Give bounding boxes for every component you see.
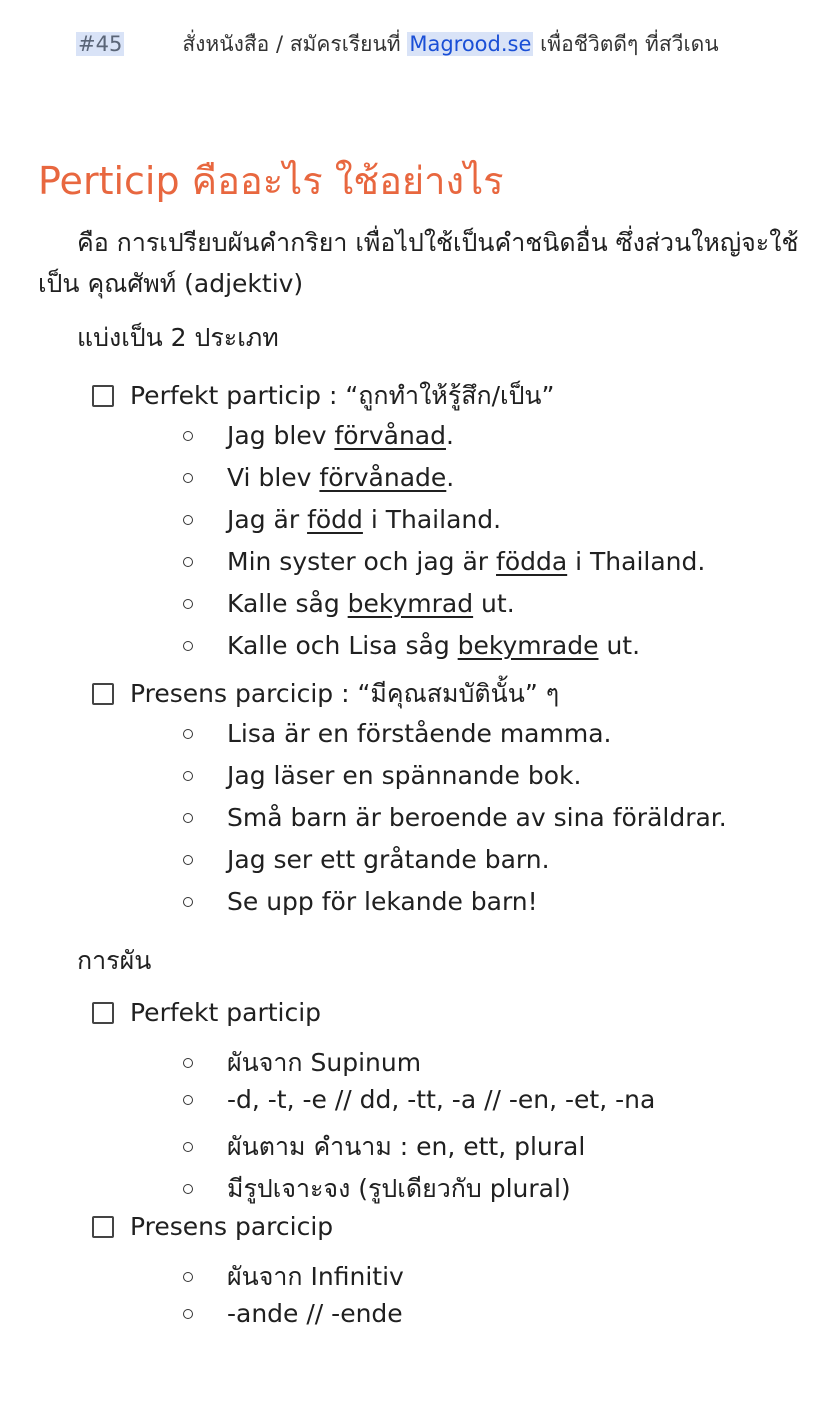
list-item bbox=[183, 463, 454, 492]
underlined-participle: född bbox=[307, 505, 363, 534]
list-item bbox=[183, 547, 705, 576]
hollow-bullet-icon bbox=[183, 813, 193, 823]
hollow-bullet-icon bbox=[183, 729, 193, 739]
rule-text: -ande // -ende bbox=[227, 1299, 403, 1328]
hollow-bullet-icon bbox=[183, 771, 193, 781]
list-item bbox=[183, 1043, 421, 1083]
list-item bbox=[183, 1127, 585, 1167]
perfekt-particip-rules-header bbox=[92, 998, 321, 1027]
example-text: Vi blev bbox=[227, 463, 320, 492]
presens-parcicip-rules-header bbox=[92, 1212, 333, 1241]
list-item bbox=[183, 1169, 571, 1209]
example-text: Kalle och Lisa såg bbox=[227, 631, 458, 660]
list-item bbox=[183, 631, 640, 660]
hollow-bullet-icon bbox=[183, 515, 193, 525]
intro-paragraph: คือ การเปรียบผันคำกริยา เพื่อไปใช้เป็นคำชนิดอื่น ซึ่งส่วนใหญ่จะใช้เป็น คุณศัพท์ (adjektiv) bbox=[38, 228, 799, 298]
header-note bbox=[76, 28, 719, 61]
list-item bbox=[183, 1085, 655, 1114]
example-text: ut. bbox=[473, 589, 515, 618]
group-header-label: Presens parcicip bbox=[130, 1212, 334, 1241]
list-item bbox=[183, 505, 501, 534]
list-item bbox=[183, 887, 538, 916]
example-text: Lisa är en förstående mamma. bbox=[227, 719, 612, 748]
page-number: #45 bbox=[78, 32, 123, 56]
rule-text: ผันจาก Infinitiv bbox=[227, 1262, 404, 1291]
hollow-bullet-icon bbox=[183, 1272, 193, 1282]
perfekt-particip-group-header bbox=[92, 376, 554, 416]
list-item bbox=[183, 845, 550, 874]
rule-text: ผันจาก Supinum bbox=[227, 1048, 422, 1077]
example-text: Jag blev bbox=[227, 421, 335, 450]
list-item bbox=[183, 803, 727, 832]
hollow-bullet-icon bbox=[183, 641, 193, 651]
example-text: i Thailand. bbox=[362, 505, 502, 534]
example-text: i Thailand. bbox=[567, 547, 706, 576]
group-header-label: Perfekt particip : “ถูกทำให้รู้สึก/เป็น” bbox=[130, 381, 555, 410]
example-text: Kalle såg bbox=[227, 589, 348, 618]
hollow-bullet-icon bbox=[183, 1142, 193, 1152]
list-item bbox=[183, 719, 611, 748]
example-text: Se upp för lekande barn! bbox=[227, 887, 538, 916]
example-text: . bbox=[446, 463, 455, 492]
rule-text: มีรูปเจาะจง (รูปเดียวกับ plural) bbox=[227, 1174, 571, 1203]
example-text: . bbox=[445, 421, 454, 450]
presens-parcicip-group-header bbox=[92, 674, 559, 714]
example-text: Jag är bbox=[227, 505, 308, 534]
underlined-participle: bekymrade bbox=[457, 631, 599, 660]
types-section-label: แบ่งเป็น 2 ประเภท bbox=[77, 323, 279, 352]
hollow-bullet-icon bbox=[183, 431, 193, 441]
rule-text: -d, -t, -e // dd, -tt, -a // -en, -et, -na bbox=[227, 1085, 656, 1114]
underlined-participle: förvånade bbox=[319, 463, 447, 492]
conjugation-section-label: การผัน bbox=[77, 946, 152, 975]
list-item bbox=[183, 589, 515, 618]
example-text: Jag läser en spännande bok. bbox=[227, 761, 582, 790]
checkbox-icon[interactable] bbox=[92, 683, 114, 705]
list-item bbox=[183, 1299, 403, 1328]
hollow-bullet-icon bbox=[183, 1309, 193, 1319]
list-item bbox=[183, 761, 581, 790]
hollow-bullet-icon bbox=[183, 557, 193, 567]
checkbox-icon[interactable] bbox=[92, 1216, 114, 1238]
group-header-label: Perfekt particip bbox=[130, 998, 322, 1027]
hollow-bullet-icon bbox=[183, 1058, 193, 1068]
group-header-label: Presens parcicip : “มีคุณสมบัตินั้น” ๆ bbox=[130, 679, 560, 708]
rule-text: ผันตาม คำนาม : en, ett, plural bbox=[227, 1132, 586, 1161]
checkbox-icon[interactable] bbox=[92, 1002, 114, 1024]
example-text: Min syster och jag är bbox=[227, 547, 497, 576]
hollow-bullet-icon bbox=[183, 473, 193, 483]
hollow-bullet-icon bbox=[183, 599, 193, 609]
hollow-bullet-icon bbox=[183, 1095, 193, 1105]
underlined-participle: bekymrad bbox=[347, 589, 474, 618]
list-item bbox=[183, 421, 454, 450]
example-text: Små barn är beroende av sina föräldrar. bbox=[227, 803, 727, 832]
magrood-link[interactable]: Magrood.se bbox=[409, 32, 532, 56]
example-text: ut. bbox=[598, 631, 641, 660]
hollow-bullet-icon bbox=[183, 855, 193, 865]
header-text-before: สั่งหนังสือ / สมัครเรียนที่ bbox=[182, 32, 401, 56]
hollow-bullet-icon bbox=[183, 1184, 193, 1194]
underlined-participle: förvånad bbox=[334, 421, 446, 450]
underlined-participle: födda bbox=[496, 547, 568, 576]
checkbox-icon[interactable] bbox=[92, 385, 114, 407]
header-text-after: เพื่อชีวิตดีๆ ที่สวีเดน bbox=[540, 32, 719, 56]
page-title: Perticip คืออะไร ใช้อย่างไร bbox=[38, 159, 504, 203]
example-text: Jag ser ett gråtande barn. bbox=[227, 845, 550, 874]
list-item bbox=[183, 1257, 404, 1297]
hollow-bullet-icon bbox=[183, 897, 193, 907]
